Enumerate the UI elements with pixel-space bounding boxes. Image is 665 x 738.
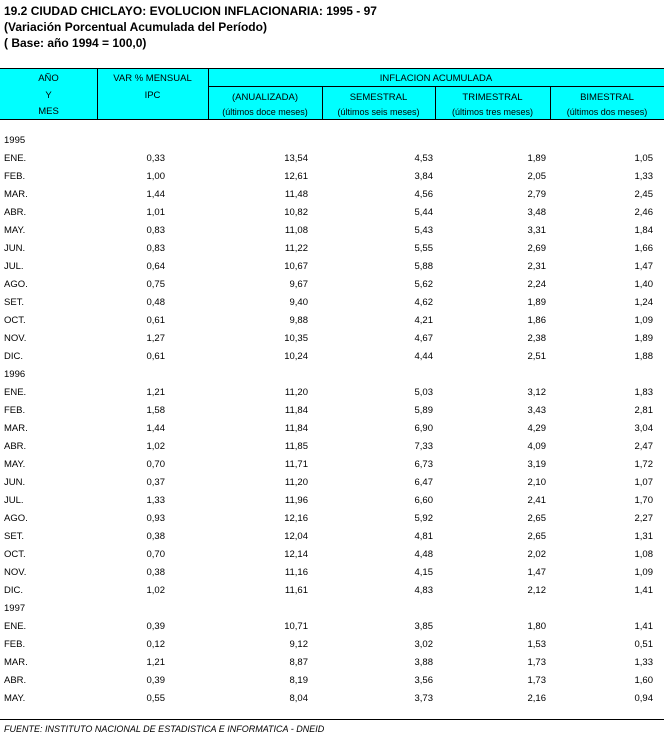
trimestral-cell: 2,79 [527, 189, 546, 200]
semestral-cell: 5,44 [414, 207, 433, 218]
trimestral-cell: 1,53 [527, 639, 546, 650]
anualizada-cell: 11,71 [284, 459, 308, 470]
header-bimestral-note: (últimos dos meses) [566, 107, 648, 117]
semestral-cell: 4,48 [414, 549, 433, 560]
anualizada-cell: 11,08 [284, 225, 308, 236]
header-anualizada-note: (últimos doce meses) [222, 107, 308, 117]
month-cell: ABR. [4, 441, 27, 452]
bimestral-cell: 1,31 [634, 531, 653, 542]
month-cell: MAY. [4, 225, 26, 236]
ipc-cell: 0,64 [146, 261, 165, 272]
anualizada-cell: 11,96 [284, 495, 308, 506]
header-var-mensual: VAR % MENSUAL [113, 73, 192, 84]
header-divider [208, 86, 664, 87]
bimestral-cell: 1,41 [634, 621, 653, 632]
table-row [0, 204, 664, 222]
ipc-cell: 1,21 [146, 387, 165, 398]
month-cell: ENE. [4, 387, 27, 398]
header-year: AÑO [38, 73, 59, 84]
trimestral-cell: 1,89 [527, 153, 546, 164]
month-cell: SET. [4, 297, 25, 308]
anualizada-cell: 10,71 [284, 621, 308, 632]
table-row [0, 672, 664, 690]
table-row [0, 348, 664, 366]
month-cell: MAR. [4, 657, 28, 668]
bimestral-cell: 1,72 [634, 459, 653, 470]
trimestral-cell: 2,65 [527, 513, 546, 524]
anualizada-cell: 13,54 [284, 153, 308, 164]
anualizada-cell: 10,35 [284, 333, 308, 344]
month-cell: NOV. [4, 333, 27, 344]
trimestral-cell: 3,48 [527, 207, 546, 218]
trimestral-cell: 2,12 [527, 585, 546, 596]
header-inflacion-acumulada: INFLACION ACUMULADA [379, 73, 493, 84]
table-row [0, 582, 664, 600]
table-row [0, 492, 664, 510]
anualizada-cell: 11,20 [284, 387, 308, 398]
table-row [0, 618, 664, 636]
bimestral-cell: 0,51 [634, 639, 653, 650]
trimestral-cell: 2,38 [527, 333, 546, 344]
table-row [0, 258, 664, 276]
bimestral-cell: 1,47 [634, 261, 653, 272]
anualizada-cell: 10,24 [284, 351, 308, 362]
ipc-cell: 0,38 [146, 531, 165, 542]
table-row [0, 636, 664, 654]
header-anualizada: (ANUALIZADA) [232, 92, 298, 103]
anualizada-cell: 11,61 [284, 585, 308, 596]
anualizada-cell: 10,82 [284, 207, 308, 218]
bimestral-cell: 1,09 [634, 567, 653, 578]
header-trimestral: TRIMESTRAL [462, 92, 523, 103]
year-label: 1997 [4, 603, 26, 614]
anualizada-cell: 9,88 [289, 315, 308, 326]
trimestral-cell: 2,65 [527, 531, 546, 542]
bimestral-cell: 2,47 [634, 441, 653, 452]
ipc-cell: 0,70 [146, 459, 165, 470]
semestral-cell: 5,89 [414, 405, 433, 416]
trimestral-cell: 4,09 [527, 441, 546, 452]
bimestral-cell: 1,41 [634, 585, 653, 596]
month-cell: ABR. [4, 207, 27, 218]
anualizada-cell: 12,04 [284, 531, 308, 542]
month-cell: FEB. [4, 639, 26, 650]
trimestral-cell: 2,10 [527, 477, 546, 488]
bimestral-cell: 1,88 [634, 351, 653, 362]
anualizada-cell: 9,67 [289, 279, 308, 290]
semestral-cell: 4,62 [414, 297, 433, 308]
anualizada-cell: 11,85 [284, 441, 308, 452]
month-cell: AGO. [4, 513, 28, 524]
trimestral-cell: 1,73 [527, 675, 546, 686]
ipc-cell: 0,75 [146, 279, 165, 290]
month-cell: MAR. [4, 423, 28, 434]
header-semestral-note: (últimos seis meses) [337, 107, 420, 117]
table-row [0, 564, 664, 582]
semestral-cell: 6,90 [414, 423, 433, 434]
bimestral-cell: 1,05 [634, 153, 653, 164]
anualizada-cell: 9,12 [289, 639, 308, 650]
table-row [0, 312, 664, 330]
bimestral-cell: 1,24 [634, 297, 653, 308]
semestral-cell: 6,60 [414, 495, 433, 506]
trimestral-cell: 2,05 [527, 171, 546, 182]
table-row [0, 690, 664, 708]
anualizada-cell: 11,16 [284, 567, 308, 578]
trimestral-cell: 2,69 [527, 243, 546, 254]
bimestral-cell: 2,46 [634, 207, 653, 218]
semestral-cell: 3,73 [414, 693, 433, 704]
trimestral-cell: 2,02 [527, 549, 546, 560]
year-row [0, 600, 664, 618]
semestral-cell: 5,43 [414, 225, 433, 236]
trimestral-cell: 2,31 [527, 261, 546, 272]
table-row [0, 330, 664, 348]
semestral-cell: 3,84 [414, 171, 433, 182]
ipc-cell: 0,83 [146, 225, 165, 236]
ipc-cell: 0,83 [146, 243, 165, 254]
header-year-y: Y [45, 90, 52, 101]
semestral-cell: 3,02 [414, 639, 433, 650]
ipc-cell: 1,02 [146, 441, 165, 452]
table-row [0, 474, 664, 492]
semestral-cell: 4,83 [414, 585, 433, 596]
ipc-cell: 1,01 [146, 207, 165, 218]
trimestral-cell: 2,16 [527, 693, 546, 704]
header-month: MES [38, 106, 59, 117]
ipc-cell: 0,70 [146, 549, 165, 560]
header-semestral: SEMESTRAL [349, 92, 408, 103]
semestral-cell: 4,56 [414, 189, 433, 200]
bimestral-cell: 0,94 [634, 693, 653, 704]
trimestral-cell: 1,89 [527, 297, 546, 308]
table-row [0, 510, 664, 528]
ipc-cell: 0,55 [146, 693, 165, 704]
ipc-cell: 1,33 [146, 495, 165, 506]
bimestral-cell: 1,09 [634, 315, 653, 326]
header-ipc: IPC [144, 90, 161, 101]
table-row [0, 528, 664, 546]
table-row [0, 240, 664, 258]
ipc-cell: 1,58 [146, 405, 165, 416]
semestral-cell: 4,67 [414, 333, 433, 344]
month-cell: ENE. [4, 621, 27, 632]
year-row [0, 366, 664, 384]
table-subtitle: (Variación Porcentual Acumulada del Período) [4, 20, 267, 34]
table-row [0, 150, 664, 168]
table-title: 19.2 CIUDAD CHICLAYO: EVOLUCION INFLACIONARIA: 1995 - 97 [4, 4, 377, 18]
trimestral-cell: 2,41 [527, 495, 546, 506]
bimestral-cell: 1,70 [634, 495, 653, 506]
trimestral-cell: 1,73 [527, 657, 546, 668]
table-row [0, 654, 664, 672]
month-cell: JUL. [4, 261, 24, 272]
anualizada-cell: 11,84 [284, 423, 308, 434]
table-base-note: ( Base: año 1994 = 100,0) [4, 36, 147, 50]
anualizada-cell: 11,20 [284, 477, 308, 488]
trimestral-cell: 3,31 [527, 225, 546, 236]
ipc-cell: 0,12 [146, 639, 165, 650]
ipc-cell: 0,48 [146, 297, 165, 308]
month-cell: FEB. [4, 171, 26, 182]
table-row [0, 186, 664, 204]
month-cell: DIC. [4, 351, 23, 362]
bimestral-cell: 2,45 [634, 189, 653, 200]
month-cell: MAY. [4, 459, 26, 470]
month-cell: JUN. [4, 477, 26, 488]
month-cell: OCT. [4, 315, 26, 326]
table-row [0, 438, 664, 456]
ipc-cell: 1,02 [146, 585, 165, 596]
trimestral-cell: 1,47 [527, 567, 546, 578]
ipc-cell: 0,37 [146, 477, 165, 488]
bimestral-cell: 1,33 [634, 657, 653, 668]
month-cell: FEB. [4, 405, 26, 416]
bimestral-cell: 3,04 [634, 423, 653, 434]
anualizada-cell: 12,16 [284, 513, 308, 524]
anualizada-cell: 8,87 [289, 657, 308, 668]
month-cell: ENE. [4, 153, 27, 164]
semestral-cell: 3,88 [414, 657, 433, 668]
table-header [0, 68, 664, 120]
year-label: 1996 [4, 369, 26, 380]
ipc-cell: 1,27 [146, 333, 165, 344]
trimestral-cell: 1,80 [527, 621, 546, 632]
ipc-cell: 0,39 [146, 675, 165, 686]
anualizada-cell: 11,22 [284, 243, 308, 254]
ipc-cell: 0,33 [146, 153, 165, 164]
semestral-cell: 4,15 [414, 567, 433, 578]
source-note: FUENTE: INSTITUTO NACIONAL DE ESTADISTICA E INFORMATICA - DNEID [4, 724, 325, 734]
month-cell: MAY. [4, 693, 26, 704]
anualizada-cell: 12,61 [284, 171, 308, 182]
month-cell: JUL. [4, 495, 24, 506]
semestral-cell: 7,33 [414, 441, 433, 452]
bimestral-cell: 2,81 [634, 405, 653, 416]
trimestral-cell: 2,24 [527, 279, 546, 290]
table-row [0, 384, 664, 402]
ipc-cell: 0,38 [146, 567, 165, 578]
semestral-cell: 5,03 [414, 387, 433, 398]
month-cell: SET. [4, 531, 25, 542]
month-cell: NOV. [4, 567, 27, 578]
table-body [0, 132, 664, 708]
semestral-cell: 6,47 [414, 477, 433, 488]
table-row [0, 168, 664, 186]
anualizada-cell: 11,48 [284, 189, 308, 200]
semestral-cell: 5,92 [414, 513, 433, 524]
bimestral-cell: 1,08 [634, 549, 653, 560]
anualizada-cell: 12,14 [284, 549, 308, 560]
month-cell: MAR. [4, 189, 28, 200]
header-trimestral-note: (últimos tres meses) [451, 107, 533, 117]
anualizada-cell: 11,84 [284, 405, 308, 416]
header-bimestral: BIMESTRAL [580, 92, 634, 103]
trimestral-cell: 4,29 [527, 423, 546, 434]
month-cell: JUN. [4, 243, 26, 254]
bimestral-cell: 1,40 [634, 279, 653, 290]
table-row [0, 402, 664, 420]
semestral-cell: 4,21 [414, 315, 433, 326]
semestral-cell: 4,53 [414, 153, 433, 164]
trimestral-cell: 3,19 [527, 459, 546, 470]
ipc-cell: 1,21 [146, 657, 165, 668]
bimestral-cell: 2,27 [634, 513, 653, 524]
table-row [0, 222, 664, 240]
anualizada-cell: 9,40 [289, 297, 308, 308]
year-label: 1995 [4, 135, 26, 146]
trimestral-cell: 3,12 [527, 387, 546, 398]
semestral-cell: 6,73 [414, 459, 433, 470]
month-cell: OCT. [4, 549, 26, 560]
anualizada-cell: 8,04 [289, 693, 308, 704]
ipc-cell: 0,61 [146, 351, 165, 362]
ipc-cell: 1,00 [146, 171, 165, 182]
ipc-cell: 0,61 [146, 315, 165, 326]
table-row [0, 276, 664, 294]
semestral-cell: 3,56 [414, 675, 433, 686]
table-row [0, 456, 664, 474]
table-row [0, 294, 664, 312]
ipc-cell: 1,44 [146, 423, 165, 434]
bimestral-cell: 1,33 [634, 171, 653, 182]
bimestral-cell: 1,60 [634, 675, 653, 686]
footer-divider [0, 719, 664, 720]
semestral-cell: 5,55 [414, 243, 433, 254]
table-row [0, 420, 664, 438]
semestral-cell: 4,81 [414, 531, 433, 542]
ipc-cell: 0,93 [146, 513, 165, 524]
month-cell: ABR. [4, 675, 27, 686]
table-row [0, 546, 664, 564]
bimestral-cell: 1,66 [634, 243, 653, 254]
anualizada-cell: 10,67 [284, 261, 308, 272]
bimestral-cell: 1,07 [634, 477, 653, 488]
semestral-cell: 4,44 [414, 351, 433, 362]
bimestral-cell: 1,89 [634, 333, 653, 344]
ipc-cell: 0,39 [146, 621, 165, 632]
trimestral-cell: 3,43 [527, 405, 546, 416]
trimestral-cell: 2,51 [527, 351, 546, 362]
ipc-cell: 1,44 [146, 189, 165, 200]
bimestral-cell: 1,84 [634, 225, 653, 236]
semestral-cell: 5,62 [414, 279, 433, 290]
month-cell: DIC. [4, 585, 23, 596]
semestral-cell: 5,88 [414, 261, 433, 272]
semestral-cell: 3,85 [414, 621, 433, 632]
month-cell: AGO. [4, 279, 28, 290]
bimestral-cell: 1,83 [634, 387, 653, 398]
anualizada-cell: 8,19 [289, 675, 308, 686]
trimestral-cell: 1,86 [527, 315, 546, 326]
year-row [0, 132, 664, 150]
